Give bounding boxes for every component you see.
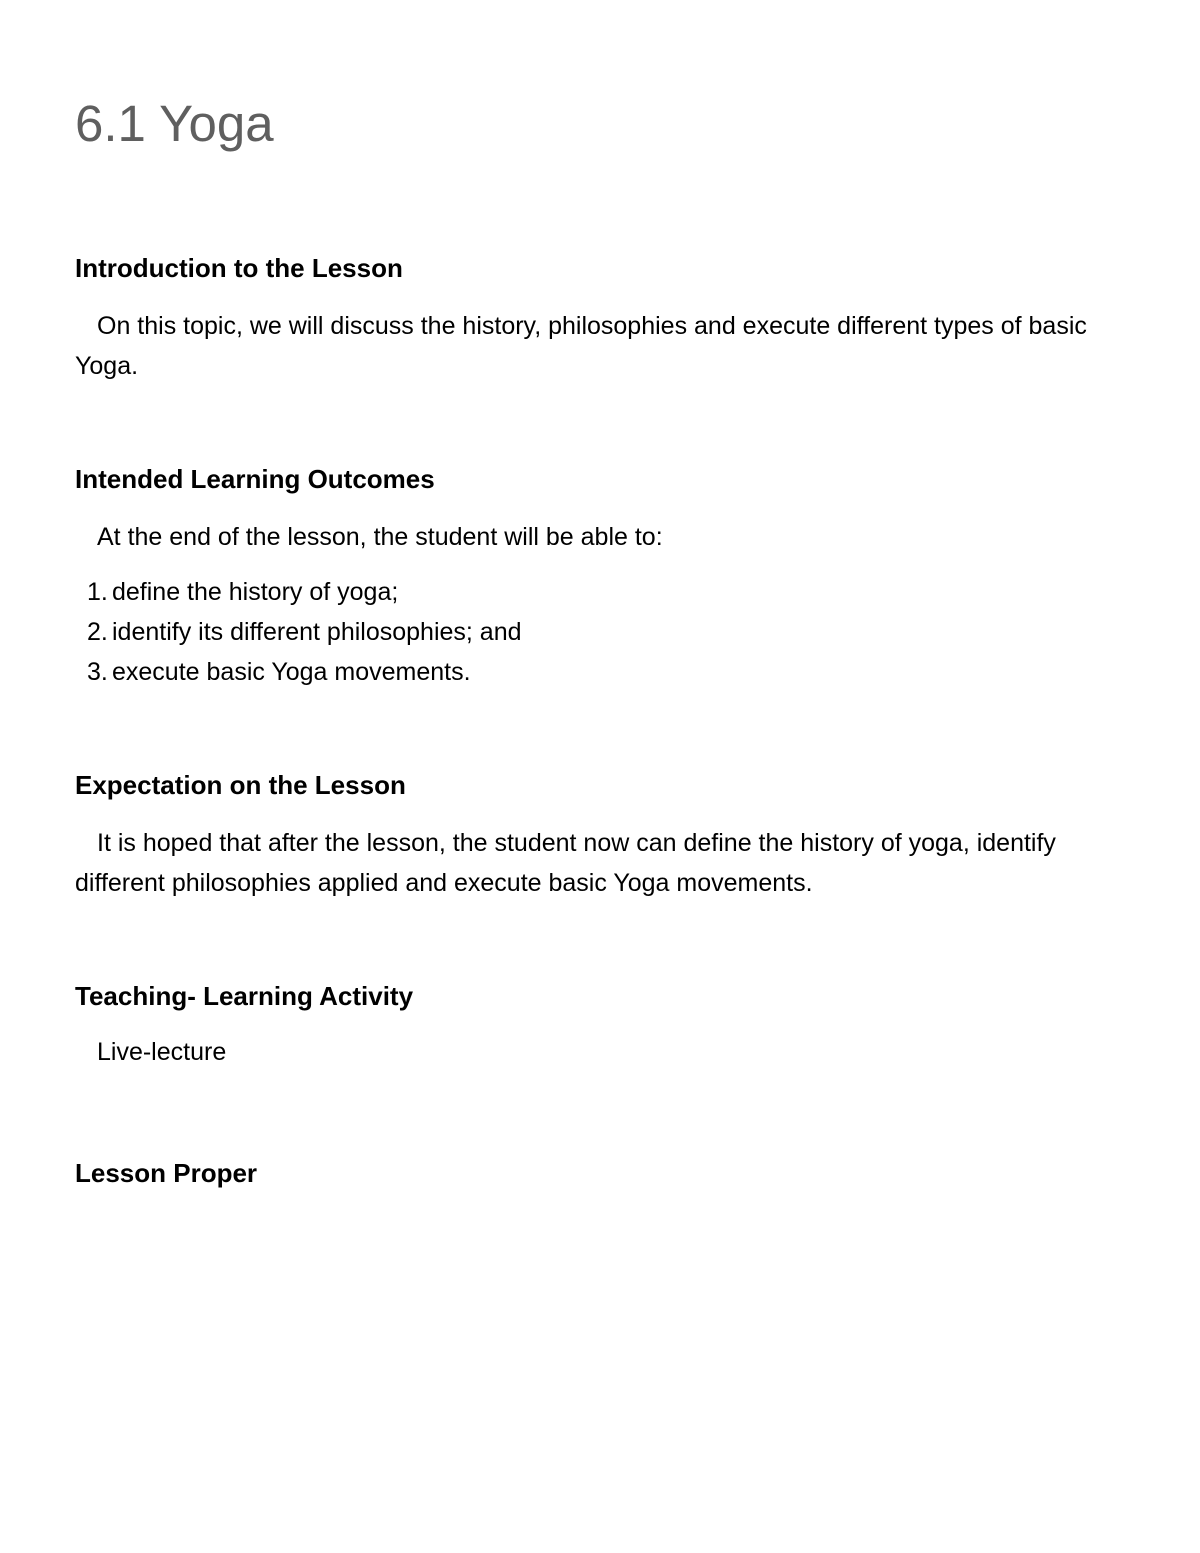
outcome-item (87, 572, 1114, 612)
introduction-text: On this topic, we will discuss the history, philosophies and execute different types of basic Yoga. (75, 312, 1087, 380)
introduction-heading: Introduction to the Lesson (75, 253, 403, 283)
outcome-text: execute basic Yoga movements. (112, 658, 471, 686)
lesson-proper-section (75, 1157, 1114, 1189)
activity-text: Live-lecture (97, 1038, 227, 1066)
outcome-number: 2. (87, 618, 108, 646)
outcomes-intro-text: At the end of the lesson, the student will be able to: (97, 523, 663, 551)
outcomes-list (75, 572, 1114, 692)
activity-heading: Teaching- Learning Activity (75, 981, 414, 1011)
activity-section (75, 980, 1114, 1072)
expectation-heading: Expectation on the Lesson (75, 770, 406, 800)
outcome-text: define the history of yoga; (112, 578, 399, 606)
outcome-number: 1. (87, 578, 108, 606)
outcome-item (87, 612, 1114, 652)
outcome-number: 3. (87, 658, 108, 686)
outcome-item (87, 652, 1114, 692)
outcomes-section (75, 463, 1114, 692)
introduction-section (75, 252, 1114, 386)
outcome-text: identify its different philosophies; and (112, 618, 522, 646)
page-title: 6.1 Yoga (75, 95, 274, 152)
expectation-section (75, 769, 1114, 903)
expectation-text: It is hoped that after the lesson, the student now can define the history of yoga, identify different philosophies applied and execute basic Yoga movements. (75, 829, 1056, 897)
lesson-proper-heading: Lesson Proper (75, 1158, 258, 1188)
outcomes-heading: Intended Learning Outcomes (75, 464, 435, 494)
